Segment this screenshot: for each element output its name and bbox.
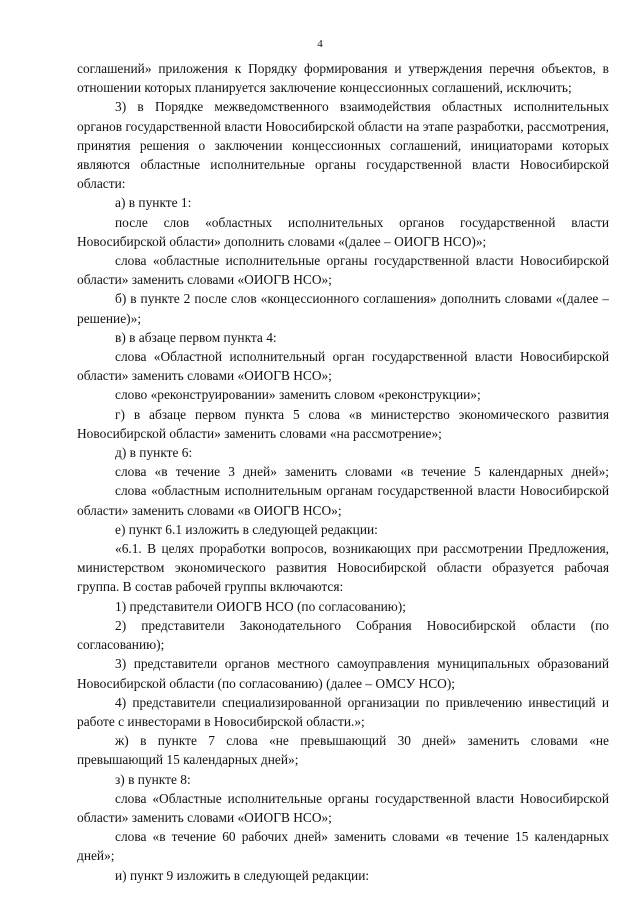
list-item: 1) представители ОИОГВ НСО (по согласованию); xyxy=(115,598,406,614)
paragraph: 3) в Порядке межведомственного взаимодействия областных исполнительных органов государственной власти Новосибирской области на этапе разработки, рассмотрения, принятия решения о заключении концессионных соглашений, инициаторами которых являются областные исполнительные органы государственной власти Новосибирской области: xyxy=(77,99,609,192)
paragraph: слова «областным исполнительным органам государственной власти Новосибирской области» заменить словами «в ОИОГВ НСО»; xyxy=(77,483,609,518)
document-body xyxy=(77,59,609,885)
list-item: 2) представители Законодательного Собрания Новосибирской области (по согласованию); xyxy=(77,617,609,653)
paragraph: после слов «областных исполнительных органов государственной власти Новосибирской области» дополнить словами «(далее – ОИОГВ НСО)»; xyxy=(77,214,609,249)
paragraph: «6.1. В целях проработки вопросов, возникающих при рассмотрении Предложения, министерством экономического развития Новосибирской области образуется рабочая группа. В состав рабочей группы включаются: xyxy=(77,541,609,595)
paragraph: слова «Областные исполнительные органы государственной власти Новосибирской области» заменить словами «ОИОГВ НСО»; xyxy=(77,790,609,825)
paragraph: и) пункт 9 изложить в следующей редакции: xyxy=(115,867,370,883)
paragraph: з) в пункте 8: xyxy=(115,771,191,787)
list-item: 3) представители органов местного самоуправления муниципальных образований Новосибирской области (по согласованию) (далее – ОМСУ НСО); xyxy=(77,656,609,691)
paragraph: слова «Областной исполнительный орган государственной власти Новосибирской области» заменить словами «ОИОГВ НСО»; xyxy=(77,349,609,384)
paragraph: соглашений» приложения к Порядку формирования и утверждения перечня объектов, в отношении которых планируется заключение концессионных соглашений, исключить; xyxy=(77,61,609,96)
paragraph: г) в абзаце первом пункта 5 слова «в министерство экономического развития Новосибирской области» заменить словами «на рассмотрение»; xyxy=(77,406,609,441)
list-item: 4) представители специализированной организации по привлечению инвестиций и работе с инвесторами в Новосибирской области.»; xyxy=(77,694,609,729)
paragraph: а) в пункте 1: xyxy=(115,195,192,211)
paragraph: ж) в пункте 7 слова «не превышающий 30 дней» заменить словами «не превышающий 15 календарных дней»; xyxy=(77,733,609,768)
paragraph: слова «в течение 60 рабочих дней» заменить словами «в течение 15 календарных дней»; xyxy=(77,829,609,864)
paragraph: е) пункт 6.1 изложить в следующей редакции: xyxy=(115,521,378,537)
paragraph: слова «в течение 3 дней» заменить словами «в течение 5 календарных дней»; xyxy=(115,464,609,480)
paragraph: б) в пункте 2 после слов «концессионного соглашения» дополнить словами «(далее – решение)»; xyxy=(77,291,609,326)
paragraph: в) в абзаце первом пункта 4: xyxy=(115,329,277,345)
paragraph: д) в пункте 6: xyxy=(115,445,193,461)
page-number: 4 xyxy=(317,38,323,50)
paragraph: слова «областные исполнительные органы государственной власти Новосибирской области» заменить словами «ОИОГВ НСО»; xyxy=(77,253,609,288)
paragraph: слово «реконструировании» заменить словом «реконструкции»; xyxy=(115,387,481,403)
